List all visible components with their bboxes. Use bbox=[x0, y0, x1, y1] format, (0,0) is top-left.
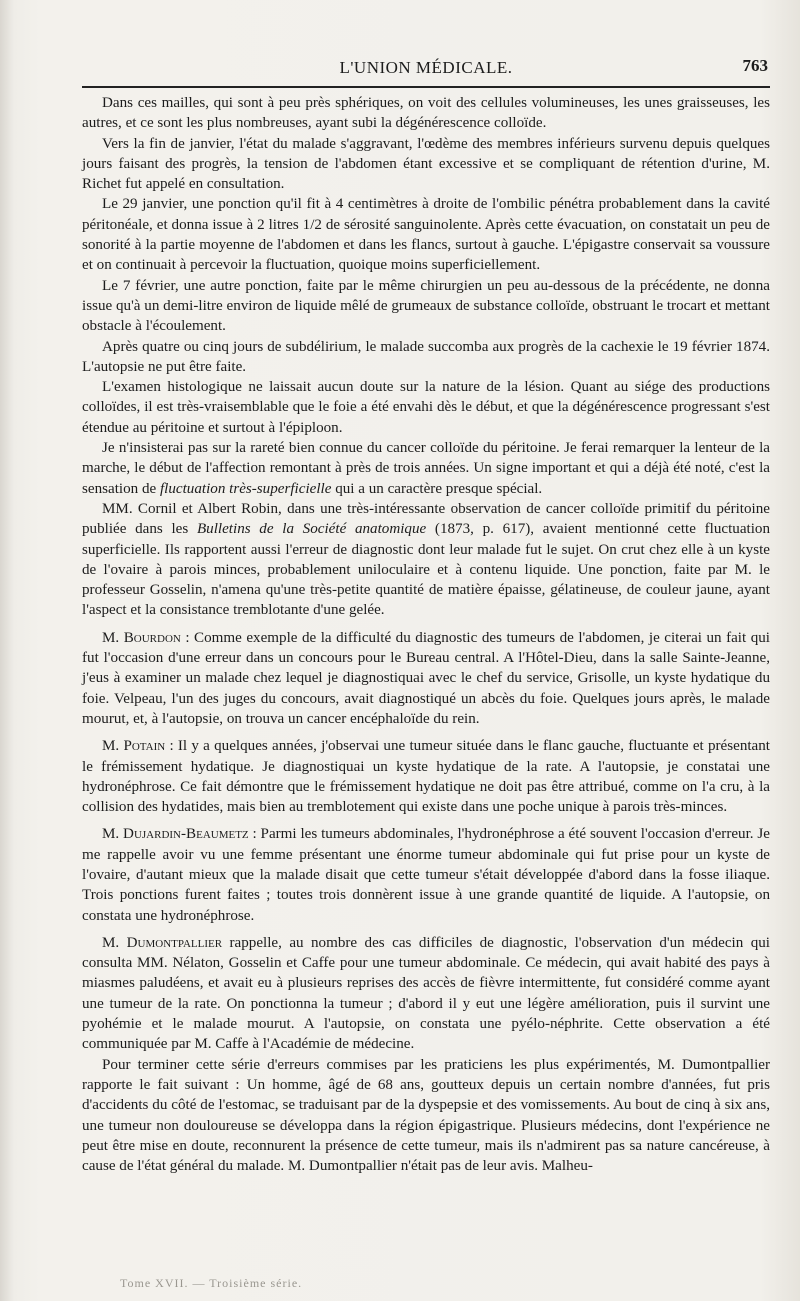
speaker-name: M. Dumontpallier bbox=[102, 934, 223, 951]
paragraph: M. Dumontpallier rappelle, au nombre des cas difficiles de diagnostic, l'observation d'un médecin qui consulta MM. Nélaton, Gosselin et Caffe pour une tumeur abdominale. Ce médecin, qui avait habité des pays à miasmes paludéens, et avait eu à plusieurs reprises des accès de fièvre intermittente, fut considéré comme ayant une tumeur de la rate. On ponctionna la tumeur ; d'abord il y eut une légère amélioration, puis il survint une pyohémie et le malade mourut. A l'autopsie, on constata une pyélo-néphrite. Cette observation a été communiquée par M. Caffe à l'Académie de médecine. bbox=[82, 934, 770, 1053]
paragraph: Dans ces mailles, qui sont à peu près sphériques, on voit des cellules volumineuses, les unes graisseuses, les autres, et ce sont les plus nombreuses, ayant subi la dégénérescence colloïde. bbox=[82, 95, 770, 132]
speaker-name: M. Potain bbox=[102, 738, 166, 755]
paragraph: Le 7 février, une autre ponction, faite par le même chirurgien un peu au-dessous de la précédente, ne donna issue qu'à un demi-litre environ de liquide mêlé de grumeaux de substance colloïde, obstruant le trocart et mettant obstacle à l'écoulement. bbox=[82, 277, 770, 335]
paragraph: M. Bourdon : Comme exemple de la difficulté du diagnostic des tumeurs de l'abdomen, je citerai un fait qui fut l'occasion d'une erreur dans un concours pour le Bureau central. A l'Hôtel-Dieu, dans la salle Sainte-Jeanne, j'eus à examiner un malade chez lequel je diagnostiquai avec le chef du service, Grisolle, un kyste hydatique du foie. Velpeau, l'un des juges du concours, avait diagnostiqué un abcès du foie. Quelques jours après, le malade mourut, et, à l'autopsie, on trouva un cancer encéphaloïde du rein. bbox=[82, 629, 770, 727]
header-rule bbox=[82, 86, 770, 88]
paragraph: Après quatre ou cinq jours de subdélirium, le malade succomba aux progrès de la cachexie le 19 février 1874. L'autopsie ne put être faite. bbox=[82, 338, 770, 375]
paragraph: Vers la fin de janvier, l'état du malade s'aggravant, l'œdème des membres inférieurs survenu depuis quelques jours faisant des progrès, la tension de l'abdomen étant excessive et se compliquant de rétention d'urine, M. Richet fut appelé en consultation. bbox=[82, 135, 770, 193]
italic-phrase: Bulletins de la Société anatomique bbox=[196, 521, 427, 538]
journal-title: L'UNION MÉDICALE. bbox=[339, 58, 513, 77]
speaker-name: M. Dujardin-Beaumetz bbox=[102, 826, 249, 843]
paragraph: M. Dujardin-Beaumetz : Parmi les tumeurs abdominales, l'hydronéphrose a été souvent l'occasion d'erreur. Je me rappelle avoir vu une femme présentant une énorme tumeur abdominale qui fut prise pour un kyste de l'ovaire, d'autant mieux que la malade disait que cette tumeur s'était développée d'abord dans la fosse iliaque. Trois ponctions furent faites ; toutes trois donnèrent issue à une grande quantité de liquide. A l'autopsie, on constata une hydronéphrose. bbox=[82, 826, 770, 924]
article-body bbox=[82, 93, 770, 1176]
running-header bbox=[82, 54, 770, 84]
footer-note: Tome XVII. — Troisième série. bbox=[120, 1276, 303, 1290]
paragraph: M. Potain : Il y a quelques années, j'observai une tumeur située dans le flanc gauche, fluctuante et présentant le frémissement hydatique. Je diagnostiquai un kyste hydatique de la rate. A l'autopsie, je constatai une hydronéphrose. Ce fait démontre que le frémissement hydatique ne doit pas être attribué, comme on l'a cru, à la collision des hydatides, mais bien au tremblotement qui existe dans une poche unique à parois très-minces. bbox=[82, 738, 770, 816]
paragraph: Je n'insisterai pas sur la rareté bien connue du cancer colloïde du péritoine. Je ferai remarquer la lenteur de la marche, le début de l'affection remontant à près de trois années. Un signe important et qui a déjà été noté, c'est la sensation de fluctuation très-superficielle qui a un caractère presque spécial. bbox=[82, 440, 770, 497]
paragraph: Pour terminer cette série d'erreurs commises par les praticiens les plus expérimentés, M. Dumontpallier rapporte le fait suivant : Un homme, âgé de 68 ans, goutteux depuis un certain nombre d'années, fut pris d'accidents du côté de l'estomac, se traduisant par de la dyspepsie et des vomissements. Au bout de cinq à six ans, une tumeur non douloureuse se développa dans la région épigastrique. Plusieurs médecins, dont l'expérience ne peut être mise en doute, reconnurent la présence de cette tumeur, mais ils n'admirent pas sa nature cancéreuse, à cause de l'état général du malade. M. Dumontpallier n'était pas de leur avis. Malheu- bbox=[82, 1056, 770, 1175]
italic-phrase: fluctuation très-superficielle bbox=[159, 480, 332, 497]
page-number: 763 bbox=[742, 56, 768, 75]
paragraph: Le 29 janvier, une ponction qu'il fit à 4 centimètres à droite de l'ombilic pénétra probablement dans la cavité péritonéale, et donna issue à 2 litres 1/2 de sérosité sanguinolente. Après cette évacuation, on constatait un peu de sonorité à la partie moyenne de l'abdomen et dans les flancs, surtout à gauche. L'épigastre conservait sa voussure et on continuait à percevoir la fluctuation, quoique moins superficiellement. bbox=[82, 196, 770, 274]
speaker-name: M. Bourdon bbox=[102, 629, 181, 646]
paragraph: L'examen histologique ne laissait aucun doute sur la nature de la lésion. Quant au siége des productions colloïdes, il est très-vraisemblable que le foie a été envahi dès le début, et que la dégénérescence progressant s'est étendue au péritoine et surtout à l'épiploon. bbox=[82, 379, 770, 436]
paragraph: MM. Cornil et Albert Robin, dans une très-intéressante observation de cancer colloïde primitif du péritoine publiée dans les Bulletins de la Société anatomique (1873, p. 617), avaient mentionné cette fluctuation superficielle. Ils rapportent aussi l'erreur de diagnostic dont leur malade fut le sujet. On crut chez elle à un kyste de l'ovaire à parois minces, probablement uniloculaire et à contenu liquide. Une ponction, faite par M. le professeur Gosselin, n'amena qu'une très-petite quantité de matière épaisse, gélatineuse, de couleur jaune, ayant l'aspect et la consistance tremblotante d'une gelée. bbox=[82, 500, 771, 619]
